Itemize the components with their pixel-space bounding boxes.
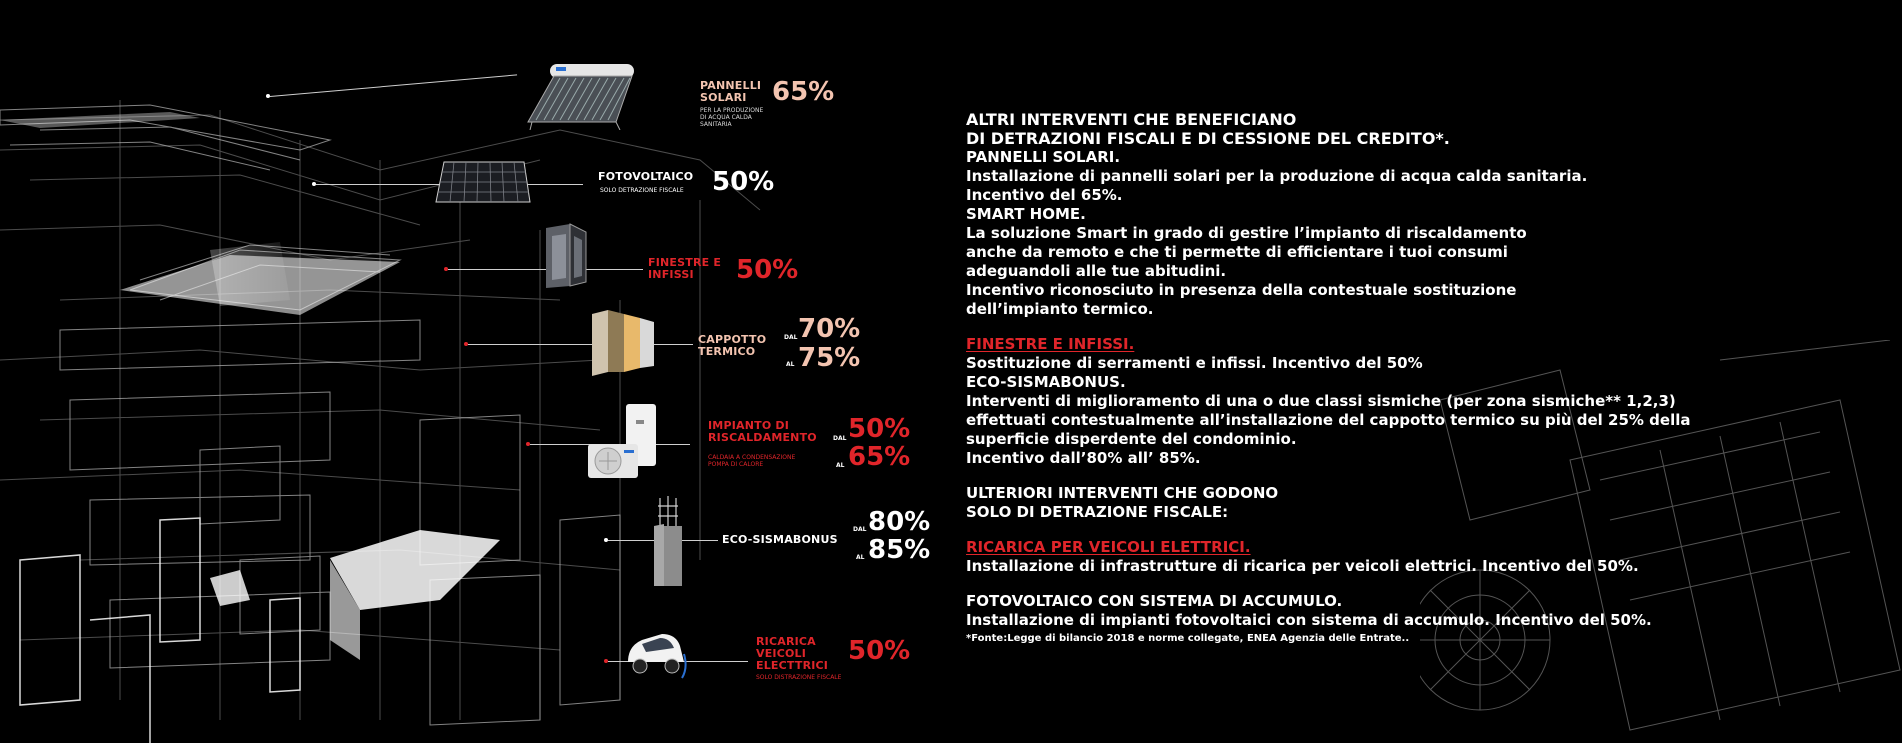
info-pannelli-text: Installazione di pannelli solari per la produzione di acqua calda sanitaria. [966,167,1588,185]
finestre-label: FINESTRE E INFISSI [648,256,722,281]
impianto-to-prefix: AL [836,462,845,469]
cappotto-from-prefix: DAL [784,334,798,341]
connector-dot [312,182,316,186]
incentives-description [966,110,1896,646]
info-heading-1: ALTRI INTERVENTI CHE BENEFICIANO [966,110,1297,129]
window-frame-image [540,222,592,290]
impianto-from-prefix: DAL [833,435,847,442]
insulation-coat-image [588,306,658,376]
photovoltaic-panel-image [434,160,532,204]
cappotto-label: CAPPOTTO TERMICO [698,333,767,358]
cappotto-to-prefix: AL [786,361,795,368]
cappotto-to-percentage: 75% [798,343,861,373]
finestre-percentage: 50% [736,255,799,285]
fotovoltaico-label: FOTOVOLTAICO [598,170,694,183]
connector-dot [604,659,608,663]
pannelli-percentage: 65% [772,77,835,107]
connector-dot [266,94,270,98]
pannelli-sublabel: PER LA PRODUZIONE DI ACQUA CALDA SANITARIA [700,107,764,128]
info-ulteriori-heading-2: SOLO DI DETRAZIONE FISCALE: [966,503,1229,521]
ricarica-label: RICARICA VEICOLI ELECTTRICI [756,635,829,672]
eco-sismabonus-label: ECO-SISMABONUS [722,533,838,546]
pannelli-label: PANNELLI SOLARI [700,79,762,104]
info-finestre-text: Sostituzione di serramenti e infissi. Incentivo del 50% [966,354,1423,372]
connector-dot [444,267,448,271]
info-smart-home-text-3: adeguandoli alle tue abitudini. [966,262,1227,280]
info-ricarica-title: RICARICA PER VEICOLI ELETTRICI. [966,538,1251,556]
info-smart-home-text-1: La soluzione Smart in grado di gestire l’impianto di riscaldamento [966,224,1527,242]
info-pannelli-title: PANNELLI SOLARI. [966,148,1121,166]
connector-dot [526,442,530,446]
info-ricarica-text: Installazione di infrastrutture di ricarica per veicoli elettrici. Incentivo del 50%. [966,557,1639,575]
info-footnote: *Fonte:Legge di bilancio 2018 e norme collegate, ENEA Agenzia delle Entrate.. [966,633,1410,644]
solar-water-heater-image [520,60,640,130]
info-eco-text-3: superficie disperdente del condominio. [966,430,1297,448]
connector-line-cappotto [468,344,693,345]
info-heading-2: DI DETRAZIONI FISCALI E DI CESSIONE DEL CREDITO*. [966,129,1450,148]
eco-to-prefix: AL [856,554,865,561]
info-ulteriori-heading-1: ULTERIORI INTERVENTI CHE GODONO [966,484,1279,502]
connector-dot [464,342,468,346]
impianto-from-percentage: 50% [848,414,911,444]
info-fotovoltaico-title: FOTOVOLTAICO CON SISTEMA DI ACCUMULO. [966,592,1343,610]
connector-dot [604,538,608,542]
cappotto-from-percentage: 70% [798,314,861,344]
impianto-to-percentage: 65% [848,442,911,472]
ricarica-sublabel: SOLO DISTRAZIONE FISCALE [756,674,842,681]
impianto-label: IMPIANTO DI RISCALDAMENTO [708,419,817,444]
eco-to-percentage: 85% [868,535,931,565]
fotovoltaico-percentage: 50% [712,167,775,197]
fotovoltaico-sublabel: SOLO DETRAZIONE FISCALE [600,187,684,194]
info-pannelli-incentive: Incentivo del 65%. [966,186,1123,204]
info-smart-home-text-4: Incentivo riconosciuto in presenza della contestuale sostituzione [966,281,1517,299]
impianto-sublabel: CALDAIA A CONDENSAZIONE POMPA DI CALORE [708,454,796,468]
electric-car-charging-image [624,624,688,680]
eco-from-prefix: DAL [853,526,867,533]
info-smart-home-text-5: dell’impianto termico. [966,300,1154,318]
info-finestre-title: FINESTRE E INFISSI. [966,335,1135,353]
heat-pump-boiler-image [586,400,664,480]
info-fotovoltaico-text: Installazione di impianti fotovoltaici con sistema di accumulo. Incentivo del 50%. [966,611,1652,629]
info-eco-text-2: effettuati contestualmente all’installazione del cappotto termico su più del 25% della [966,411,1691,429]
eco-from-percentage: 80% [868,507,931,537]
info-eco-incentive: Incentivo dall’80% all’ 85%. [966,449,1201,467]
info-eco-text-1: Interventi di miglioramento di una o due classi sismiche (per zona sismiche** 1,2,3) [966,392,1676,410]
info-smart-home-text-2: anche da remoto e che ti permette di efficientare i tuoi consumi [966,243,1508,261]
ricarica-percentage: 50% [848,636,911,666]
info-smart-home-title: SMART HOME. [966,205,1086,223]
seismic-column-image [650,496,686,588]
info-eco-title: ECO-SISMABONUS. [966,373,1126,391]
